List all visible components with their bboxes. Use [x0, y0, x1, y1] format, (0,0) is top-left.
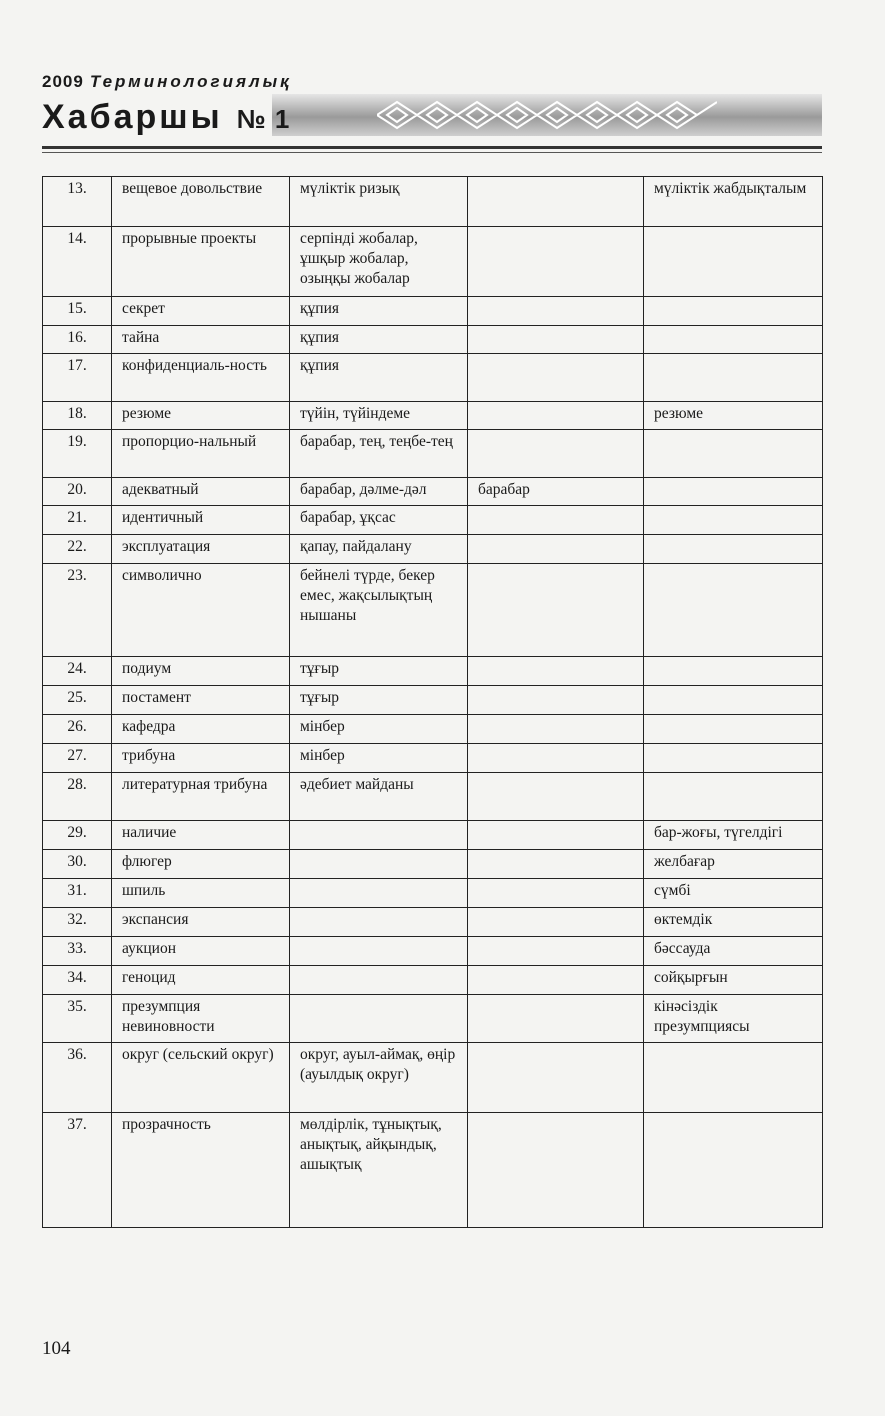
kazakh-variant: [290, 821, 468, 850]
table-row: [43, 657, 823, 686]
table-row: [43, 326, 823, 354]
russian-term: литературная трибуна: [112, 773, 290, 821]
table-row: [43, 995, 823, 1043]
kazakh-variant-alt: [468, 227, 644, 297]
table-row: [43, 297, 823, 326]
table-row: [43, 908, 823, 937]
row-number: 18.: [43, 402, 112, 430]
kazakh-variant-alt: [468, 564, 644, 657]
row-number: 33.: [43, 937, 112, 966]
russian-term: адекватный: [112, 478, 290, 506]
russian-term: постамент: [112, 686, 290, 715]
russian-term: конфиденциаль-ность: [112, 354, 290, 402]
kazakh-variant: [290, 879, 468, 908]
kazakh-variant-alt: барабар: [468, 478, 644, 506]
russian-term: шпиль: [112, 879, 290, 908]
kazakh-variant: [290, 850, 468, 879]
kazakh-variant: мөлдірлік, тұнықтық, анықтық, айқындық, ашықтық: [290, 1113, 468, 1228]
table-row: [43, 227, 823, 297]
row-number: 26.: [43, 715, 112, 744]
approved-term: сойқырғын: [644, 966, 823, 995]
header-top-line: [42, 72, 292, 92]
kazakh-variant-alt: [468, 995, 644, 1043]
russian-term: секрет: [112, 297, 290, 326]
kazakh-variant: [290, 937, 468, 966]
table-row: [43, 773, 823, 821]
kazakh-variant-alt: [468, 744, 644, 773]
row-number: 13.: [43, 177, 112, 227]
kazakh-variant-alt: [468, 535, 644, 564]
kazakh-variant: барабар, ұқсас: [290, 506, 468, 535]
table-row: [43, 966, 823, 995]
russian-term: резюме: [112, 402, 290, 430]
table-row: [43, 1043, 823, 1113]
approved-term: [644, 506, 823, 535]
approved-term: [644, 326, 823, 354]
row-number: 32.: [43, 908, 112, 937]
terms-table-body: [43, 177, 823, 1228]
table-row: [43, 402, 823, 430]
table-row: [43, 535, 823, 564]
table-row: [43, 478, 823, 506]
russian-term: эксплуатация: [112, 535, 290, 564]
russian-term: кафедра: [112, 715, 290, 744]
approved-term: [644, 227, 823, 297]
header-rule-thin: [42, 152, 822, 153]
russian-term: презумпция невиновности: [112, 995, 290, 1043]
row-number: 15.: [43, 297, 112, 326]
russian-term: аукцион: [112, 937, 290, 966]
kazakh-variant: округ, ауыл-аймақ, өңір (ауылдық округ): [290, 1043, 468, 1113]
ornament-pattern-icon: [377, 98, 717, 132]
row-number: 19.: [43, 430, 112, 478]
kazakh-variant-alt: [468, 177, 644, 227]
row-number: 36.: [43, 1043, 112, 1113]
table-row: [43, 177, 823, 227]
kazakh-variant-alt: [468, 506, 644, 535]
table-row: [43, 354, 823, 402]
header-subtitle: Терминологиялық: [89, 72, 292, 91]
table-row: [43, 564, 823, 657]
kazakh-variant: мінбер: [290, 715, 468, 744]
table-row: [43, 715, 823, 744]
russian-term: подиум: [112, 657, 290, 686]
table-row: [43, 686, 823, 715]
row-number: 16.: [43, 326, 112, 354]
row-number: 28.: [43, 773, 112, 821]
approved-term: резюме: [644, 402, 823, 430]
page-number: 104: [42, 1338, 71, 1359]
kazakh-variant: тұғыр: [290, 686, 468, 715]
kazakh-variant-alt: [468, 297, 644, 326]
kazakh-variant-alt: [468, 686, 644, 715]
header-issue: № 1: [236, 104, 291, 134]
russian-term: прозрачность: [112, 1113, 290, 1228]
row-number: 14.: [43, 227, 112, 297]
approved-term: [644, 564, 823, 657]
approved-term: [644, 657, 823, 686]
russian-term: округ (сельский округ): [112, 1043, 290, 1113]
kazakh-variant: барабар, дәлме-дәл: [290, 478, 468, 506]
kazakh-variant-alt: [468, 326, 644, 354]
header-ornament-band: [272, 94, 822, 136]
kazakh-variant-alt: [468, 657, 644, 686]
row-number: 35.: [43, 995, 112, 1043]
row-number: 31.: [43, 879, 112, 908]
kazakh-variant: [290, 908, 468, 937]
header-year: 2009: [42, 72, 84, 91]
kazakh-variant: [290, 966, 468, 995]
russian-term: геноцид: [112, 966, 290, 995]
row-number: 22.: [43, 535, 112, 564]
kazakh-variant: түйін, түйіндеме: [290, 402, 468, 430]
kazakh-variant-alt: [468, 1043, 644, 1113]
kazakh-variant: мінбер: [290, 744, 468, 773]
approved-term: бәссауда: [644, 937, 823, 966]
approved-term: [644, 535, 823, 564]
row-number: 29.: [43, 821, 112, 850]
approved-term: кінәсіздік презумпциясы: [644, 995, 823, 1043]
russian-term: прорывные проекты: [112, 227, 290, 297]
kazakh-variant: құпия: [290, 297, 468, 326]
russian-term: флюгер: [112, 850, 290, 879]
russian-term: символично: [112, 564, 290, 657]
kazakh-variant-alt: [468, 908, 644, 937]
header-title: Хабаршы: [42, 98, 223, 136]
approved-term: сүмбі: [644, 879, 823, 908]
russian-term: тайна: [112, 326, 290, 354]
table-row: [43, 821, 823, 850]
row-number: 17.: [43, 354, 112, 402]
kazakh-variant: барабар, тең, теңбе-тең: [290, 430, 468, 478]
russian-term: вещевое довольствие: [112, 177, 290, 227]
table-row: [43, 850, 823, 879]
kazakh-variant-alt: [468, 937, 644, 966]
approved-term: [644, 430, 823, 478]
kazakh-variant-alt: [468, 821, 644, 850]
kazakh-variant: мүліктік ризық: [290, 177, 468, 227]
kazakh-variant: бейнелі түрде, бекер емес, жақсылықтың нышаны: [290, 564, 468, 657]
row-number: 37.: [43, 1113, 112, 1228]
kazakh-variant: қапау, пайдалану: [290, 535, 468, 564]
approved-term: [644, 773, 823, 821]
table-row: [43, 430, 823, 478]
kazakh-variant-alt: [468, 773, 644, 821]
kazakh-variant: тұғыр: [290, 657, 468, 686]
kazakh-variant: серпінді жобалар, ұшқыр жобалар, озыңқы жобалар: [290, 227, 468, 297]
russian-term: наличие: [112, 821, 290, 850]
approved-term: [644, 1043, 823, 1113]
header-rule-thick: [42, 146, 822, 149]
kazakh-variant: құпия: [290, 354, 468, 402]
row-number: 23.: [43, 564, 112, 657]
russian-term: пропорцио-нальный: [112, 430, 290, 478]
kazakh-variant-alt: [468, 715, 644, 744]
approved-term: желбағар: [644, 850, 823, 879]
russian-term: экспансия: [112, 908, 290, 937]
kazakh-variant-alt: [468, 402, 644, 430]
table-row: [43, 937, 823, 966]
kazakh-variant: [290, 995, 468, 1043]
row-number: 30.: [43, 850, 112, 879]
terms-table: [42, 176, 823, 1228]
kazakh-variant: құпия: [290, 326, 468, 354]
kazakh-variant: әдебиет майданы: [290, 773, 468, 821]
approved-term: [644, 1113, 823, 1228]
approved-term: бар-жоғы, түгелдігі: [644, 821, 823, 850]
approved-term: [644, 715, 823, 744]
approved-term: [644, 478, 823, 506]
row-number: 27.: [43, 744, 112, 773]
approved-term: мүліктік жабдықталым: [644, 177, 823, 227]
table-row: [43, 1113, 823, 1228]
approved-term: [644, 686, 823, 715]
russian-term: трибуна: [112, 744, 290, 773]
header-title-line: [42, 98, 290, 137]
table-row: [43, 879, 823, 908]
kazakh-variant-alt: [468, 430, 644, 478]
kazakh-variant-alt: [468, 1113, 644, 1228]
approved-term: өктемдік: [644, 908, 823, 937]
row-number: 20.: [43, 478, 112, 506]
row-number: 21.: [43, 506, 112, 535]
russian-term: идентичный: [112, 506, 290, 535]
approved-term: [644, 297, 823, 326]
row-number: 34.: [43, 966, 112, 995]
kazakh-variant-alt: [468, 850, 644, 879]
kazakh-variant-alt: [468, 879, 644, 908]
kazakh-variant-alt: [468, 966, 644, 995]
approved-term: [644, 744, 823, 773]
approved-term: [644, 354, 823, 402]
table-row: [43, 744, 823, 773]
page-header: [42, 72, 822, 162]
table-row: [43, 506, 823, 535]
kazakh-variant-alt: [468, 354, 644, 402]
row-number: 25.: [43, 686, 112, 715]
row-number: 24.: [43, 657, 112, 686]
